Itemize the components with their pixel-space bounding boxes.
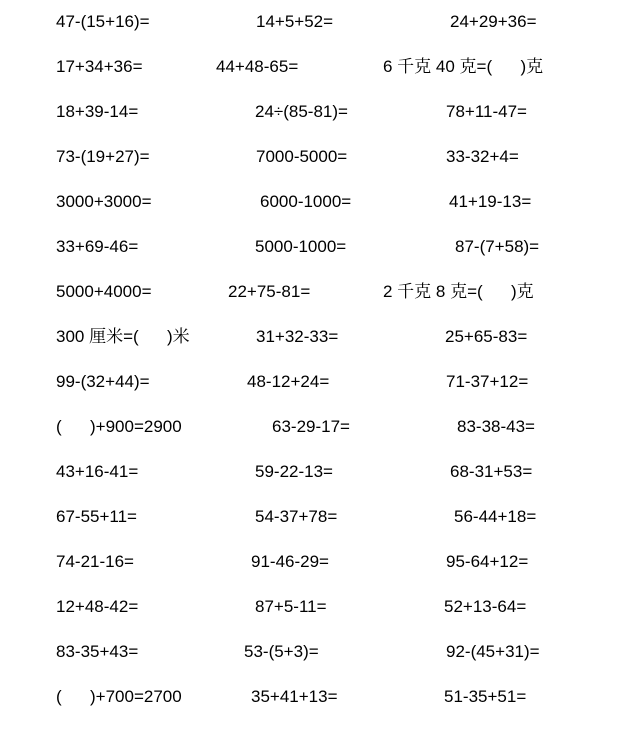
math-problem: 74-21-16= (56, 552, 134, 571)
problem-row (0, 232, 632, 262)
math-problem: 52+13-64= (444, 597, 527, 616)
math-problem: 91-46-29= (251, 552, 329, 571)
math-problem: 56-44+18= (454, 507, 537, 526)
problem-row (0, 187, 632, 217)
math-problem: 14+5+52= (256, 12, 334, 31)
problem-row (0, 142, 632, 172)
math-problem: 33-32+4= (446, 147, 519, 166)
problem-row (0, 7, 632, 37)
problem-row (0, 412, 632, 442)
math-problem: 35+41+13= (251, 687, 338, 706)
math-problem: ( )+700=2700 (56, 687, 182, 706)
math-problem: 3000+3000= (56, 192, 152, 211)
math-problem: 87+5-11= (255, 597, 327, 616)
math-problem: 25+65-83= (445, 327, 528, 346)
math-problem: 24÷(85-81)= (255, 102, 348, 121)
math-problem: 5000+4000= (56, 282, 152, 301)
math-problem: 300 厘米=( )米 (56, 327, 190, 346)
math-problem: 99-(32+44)= (56, 372, 150, 391)
math-problem: 47-(15+16)= (56, 12, 150, 31)
math-problem: 17+34+36= (56, 57, 143, 76)
math-problem: 83-38-43= (457, 417, 535, 436)
problem-row (0, 592, 632, 622)
math-problem: 48-12+24= (247, 372, 330, 391)
math-problem: 78+11-47= (446, 102, 527, 121)
problem-row (0, 637, 632, 667)
math-problem: 22+75-81= (228, 282, 311, 301)
math-problem: 6 千克 40 克=( )克 (383, 57, 544, 76)
math-problem: 5000-1000= (255, 237, 347, 256)
math-problem: 44+48-65= (216, 57, 299, 76)
problem-row (0, 682, 632, 712)
math-problem: 2 千克 8 克=( )克 (383, 282, 534, 301)
problem-row (0, 457, 632, 487)
math-problem: 18+39-14= (56, 102, 139, 121)
math-problem: 63-29-17= (272, 417, 350, 436)
math-problem: ( )+900=2900 (56, 417, 182, 436)
math-problem: 54-37+78= (255, 507, 338, 526)
problem-row (0, 52, 632, 82)
math-problem: 43+16-41= (56, 462, 139, 481)
math-problem: 87-(7+58)= (455, 237, 540, 256)
math-problem: 24+29+36= (450, 12, 537, 31)
math-problem: 7000-5000= (256, 147, 348, 166)
math-problem: 41+19-13= (449, 192, 532, 211)
math-problem: 68-31+53= (450, 462, 533, 481)
math-problem: 33+69-46= (56, 237, 139, 256)
problem-row (0, 97, 632, 127)
math-problem: 73-(19+27)= (56, 147, 150, 166)
math-problem: 59-22-13= (255, 462, 333, 481)
math-problem: 12+48-42= (56, 597, 139, 616)
math-problem: 53-(5+3)= (244, 642, 319, 661)
problem-row (0, 547, 632, 577)
math-problem: 6000-1000= (260, 192, 352, 211)
problem-row (0, 367, 632, 397)
math-problem: 31+32-33= (256, 327, 339, 346)
problem-row (0, 322, 632, 352)
math-problem: 51-35+51= (444, 687, 527, 706)
math-problem: 67-55+11= (56, 507, 137, 526)
problem-row (0, 277, 632, 307)
math-problem: 92-(45+31)= (446, 642, 540, 661)
math-problem: 95-64+12= (446, 552, 529, 571)
math-problem: 83-35+43= (56, 642, 139, 661)
problem-row (0, 502, 632, 532)
math-problem: 71-37+12= (446, 372, 529, 391)
